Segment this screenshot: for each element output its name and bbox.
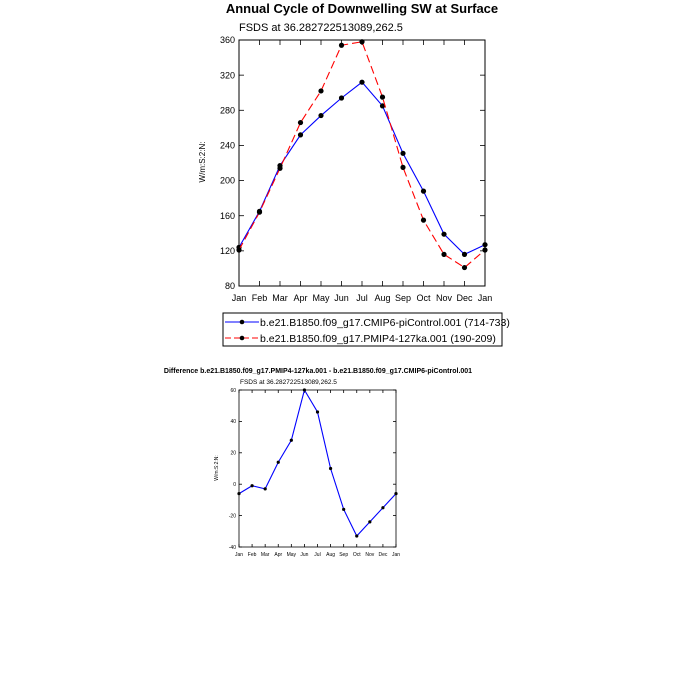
top-chart-series xyxy=(236,39,487,270)
bottom-chart-title: Difference b.e21.B1850.f09_g17.PMIP4-127ka.001 - b.e21.B1850.f09_g17.CMIP6-piControl.001 xyxy=(163,368,473,375)
bottom-chart xyxy=(164,368,472,558)
top-chart-xtick-label: Jul xyxy=(356,293,368,303)
bottom-chart-xtick-label: Oct xyxy=(352,552,361,558)
bottom-chart-xtick-label: Mar xyxy=(260,552,270,558)
top-chart-xtick-label: Dec xyxy=(456,293,473,303)
top-chart-series-2-point xyxy=(421,218,426,223)
top-chart-series-2-point xyxy=(318,88,323,93)
top-chart-xtick-label: Mar xyxy=(272,293,288,303)
top-chart-xtick-label: Jan xyxy=(231,293,247,303)
top-chart-ytick-label: 200 xyxy=(219,175,235,186)
bottom-chart-series-1-point xyxy=(303,388,306,391)
top-chart-series-2-point xyxy=(380,95,385,100)
top-chart-series-1-point xyxy=(298,132,303,137)
bottom-chart-xtick-label: Feb xyxy=(247,552,257,558)
legend-label-series-2: b.e21.B1850.f09_g17.PMIP4-127ka.001 (190-209) xyxy=(260,333,496,345)
top-chart-series-2-point xyxy=(277,166,282,171)
top-chart-series-2-point xyxy=(482,247,487,252)
top-chart-ytick-label: 80 xyxy=(224,281,235,292)
top-chart-series-2-point xyxy=(339,43,344,48)
top-chart-xtick-label: Apr xyxy=(293,293,308,303)
top-chart-series-2-point xyxy=(236,247,241,252)
top-chart-series-2-point xyxy=(462,265,467,270)
top-chart-series-2-point xyxy=(298,120,303,125)
top-chart-series-2-point xyxy=(400,165,405,170)
top-chart-xtick-label: Nov xyxy=(435,293,453,303)
top-chart-title: Annual Cycle of Downwelling SW at Surface xyxy=(225,1,499,16)
top-chart-series-1-point xyxy=(421,189,426,194)
bottom-chart-series-1-point xyxy=(316,410,319,413)
top-chart-series-1-point xyxy=(400,151,405,156)
legend-label-series-1: b.e21.B1850.f09_g17.CMIP6-piControl.001 (714-733) xyxy=(260,317,510,329)
bottom-chart-series-1-point xyxy=(277,461,280,464)
top-chart-series-1-point xyxy=(339,95,344,100)
top-chart-ticks xyxy=(220,35,492,303)
top-chart-series-2-line xyxy=(239,42,485,268)
top-chart-series-2-point xyxy=(359,39,364,44)
bottom-chart-ytick-label: 60 xyxy=(230,387,236,394)
bottom-chart-xtick-label: May xyxy=(286,552,297,558)
legend-marker-series-1 xyxy=(240,320,245,325)
legend-entry-series-1 xyxy=(225,317,510,329)
bottom-chart-series-1-point xyxy=(290,439,293,442)
bottom-chart-xtick-label: Aug xyxy=(326,552,336,558)
bottom-chart-ytick-label: 0 xyxy=(233,481,236,488)
legend-entry-series-2 xyxy=(225,333,496,345)
bottom-chart-series-1-point xyxy=(237,492,240,495)
top-chart-ylabel: W/m:S:2:N: xyxy=(198,141,207,183)
bottom-chart-xtick-label: Jun xyxy=(300,552,309,558)
top-chart xyxy=(198,1,510,346)
bottom-chart-series-1-point xyxy=(250,484,253,487)
bottom-chart-series-1-point xyxy=(394,492,397,495)
top-chart-xtick-label: May xyxy=(312,293,330,303)
top-chart-ytick-label: 240 xyxy=(219,140,235,151)
bottom-chart-xtick-label: Apr xyxy=(274,552,283,558)
top-chart-ytick-label: 360 xyxy=(219,35,235,46)
bottom-chart-series-1-point xyxy=(329,467,332,470)
top-chart-xtick-label: Jun xyxy=(334,293,349,303)
bottom-chart-ytick-label: 20 xyxy=(230,450,236,457)
top-chart-series-1-point xyxy=(482,242,487,247)
top-chart-subtitle: FSDS at 36.282722513089,262.5 xyxy=(239,22,403,34)
bottom-chart-series-1-point xyxy=(264,487,267,490)
bottom-chart-ytick-label: -40 xyxy=(228,544,236,551)
top-chart-ytick-label: 120 xyxy=(219,246,235,257)
top-chart-xtick-label: Feb xyxy=(251,293,268,303)
top-chart-legend xyxy=(223,313,510,346)
top-chart-plot-frame xyxy=(239,40,485,286)
bottom-chart-series-1-point xyxy=(368,520,371,523)
top-chart-xtick-label: Jan xyxy=(477,293,493,303)
bottom-chart-xtick-label: Jul xyxy=(314,552,321,558)
top-chart-series-1-point xyxy=(359,80,364,85)
top-chart-ytick-label: 160 xyxy=(219,210,235,221)
bottom-chart-series-1-point xyxy=(355,534,358,537)
bottom-chart-series-1-point xyxy=(381,506,384,509)
bottom-chart-ticks xyxy=(229,388,400,558)
top-chart-ytick-label: 280 xyxy=(219,105,235,116)
top-chart-series-1-point xyxy=(318,113,323,118)
bottom-chart-ytick-label: -20 xyxy=(228,513,236,520)
top-chart-series-2-point xyxy=(441,252,446,257)
bottom-chart-xtick-label: Dec xyxy=(378,552,388,558)
top-chart-xtick-label: Sep xyxy=(394,293,412,303)
bottom-chart-ytick-label: 40 xyxy=(230,419,236,426)
top-chart-series-1-point xyxy=(462,252,467,257)
top-chart-series-1-point xyxy=(441,232,446,237)
top-chart-series-2-point xyxy=(257,210,262,215)
bottom-chart-xtick-label: Sep xyxy=(339,552,349,558)
bottom-chart-series xyxy=(237,388,397,537)
bottom-chart-xtick-label: Jan xyxy=(234,552,244,558)
bottom-chart-subtitle: FSDS at 36.282722513089,262.5 xyxy=(240,379,337,386)
top-chart-ytick-label: 320 xyxy=(219,70,235,81)
bottom-chart-xtick-label: Nov xyxy=(365,552,375,558)
bottom-chart-xtick-label: Jan xyxy=(391,552,401,558)
legend-marker-series-2 xyxy=(240,336,245,341)
top-chart-xtick-label: Oct xyxy=(416,293,431,303)
bottom-chart-series-1-point xyxy=(342,508,345,511)
bottom-chart-ylabel: W/m:S:2:N: xyxy=(214,455,220,481)
top-chart-xtick-label: Aug xyxy=(374,293,391,303)
top-chart-series-1-line xyxy=(239,82,485,254)
